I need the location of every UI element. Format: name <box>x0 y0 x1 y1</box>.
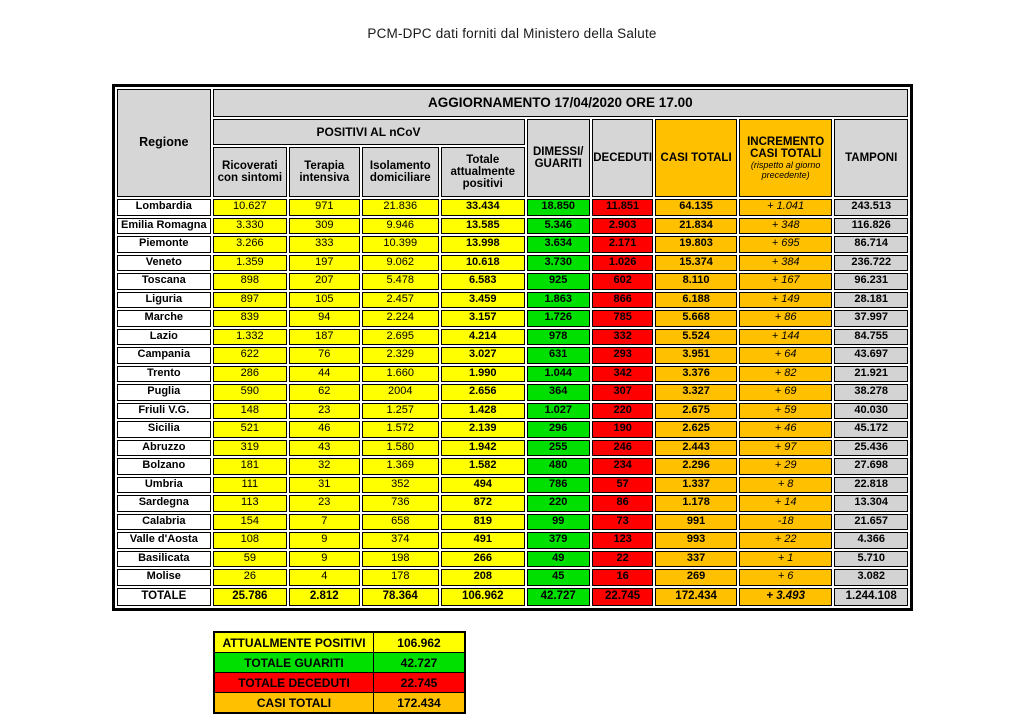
cell-terapia: 197 <box>289 255 359 272</box>
cell-incremento: + 29 <box>739 458 833 475</box>
cell-dimessi-guariti: 296 <box>527 421 590 438</box>
region-label: Emilia Romagna <box>117 218 211 235</box>
cell-isolamento: 5.478 <box>362 273 439 290</box>
region-label: Piemonte <box>117 236 211 253</box>
cell-terapia: 7 <box>289 514 359 531</box>
cell-deceduti: 22.745 <box>592 588 653 606</box>
cell-incremento: + 64 <box>739 347 833 364</box>
summary-row <box>214 693 465 714</box>
cell-dimessi-guariti: 220 <box>527 495 590 512</box>
summary-label: TOTALE DECEDUTI <box>214 673 374 693</box>
cell-deceduti: 86 <box>592 495 653 512</box>
cell-totale-positivi: 10.618 <box>441 255 525 272</box>
cell-casi-totali: 5.668 <box>655 310 737 327</box>
cell-totale-positivi: 494 <box>441 477 525 494</box>
cell-casi-totali: 993 <box>655 532 737 549</box>
cell-tamponi: 27.698 <box>834 458 908 475</box>
cell-tamponi: 21.921 <box>834 366 908 383</box>
cell-dimessi-guariti: 379 <box>527 532 590 549</box>
cell-casi-totali: 1.337 <box>655 477 737 494</box>
cell-incremento: + 167 <box>739 273 833 290</box>
cell-ricoverati: 286 <box>213 366 287 383</box>
cell-casi-totali: 19.803 <box>655 236 737 253</box>
cell-terapia: 105 <box>289 292 359 309</box>
cell-dimessi-guariti: 1.726 <box>527 310 590 327</box>
cell-isolamento: 1.257 <box>362 403 439 420</box>
cell-isolamento: 21.836 <box>362 199 439 216</box>
cell-tamponi: 1.244.108 <box>834 588 908 606</box>
region-label: Valle d'Aosta <box>117 532 211 549</box>
region-label: Campania <box>117 347 211 364</box>
cell-terapia: 187 <box>289 329 359 346</box>
cell-totale-positivi: 1.990 <box>441 366 525 383</box>
table-row <box>117 273 908 290</box>
cell-dimessi-guariti: 3.634 <box>527 236 590 253</box>
column-header-regione: Regione <box>117 89 211 197</box>
cell-totale-positivi: 1.582 <box>441 458 525 475</box>
cell-isolamento: 1.660 <box>362 366 439 383</box>
summary-value: 42.727 <box>374 653 466 673</box>
region-label: Puglia <box>117 384 211 401</box>
cell-isolamento: 1.580 <box>362 440 439 457</box>
region-label: Sardegna <box>117 495 211 512</box>
cell-dimessi-guariti: 631 <box>527 347 590 364</box>
cell-incremento: + 1 <box>739 551 833 568</box>
column-header-tamponi: TAMPONI <box>834 119 908 197</box>
cell-terapia: 46 <box>289 421 359 438</box>
cell-totale-positivi: 2.656 <box>441 384 525 401</box>
summary-label: TOTALE GUARITI <box>214 653 374 673</box>
cell-casi-totali: 269 <box>655 569 737 586</box>
cell-ricoverati: 897 <box>213 292 287 309</box>
cell-isolamento: 2.457 <box>362 292 439 309</box>
cell-tamponi: 28.181 <box>834 292 908 309</box>
cell-ricoverati: 1.359 <box>213 255 287 272</box>
cell-terapia: 31 <box>289 477 359 494</box>
region-label: Trento <box>117 366 211 383</box>
cell-casi-totali: 3.951 <box>655 347 737 364</box>
cell-totale-positivi: 1.942 <box>441 440 525 457</box>
region-label: Sicilia <box>117 421 211 438</box>
column-header-isolamento: Isolamento domiciliare <box>362 147 439 197</box>
cell-totale-positivi: 491 <box>441 532 525 549</box>
table-row <box>117 440 908 457</box>
region-label: Toscana <box>117 273 211 290</box>
cell-totale-positivi: 106.962 <box>441 588 525 606</box>
cell-isolamento: 2.695 <box>362 329 439 346</box>
cell-deceduti: 342 <box>592 366 653 383</box>
cell-casi-totali: 2.675 <box>655 403 737 420</box>
cell-incremento: + 46 <box>739 421 833 438</box>
cell-isolamento: 10.399 <box>362 236 439 253</box>
cell-tamponi: 116.826 <box>834 218 908 235</box>
cell-casi-totali: 3.376 <box>655 366 737 383</box>
region-label: Calabria <box>117 514 211 531</box>
cell-casi-totali: 5.524 <box>655 329 737 346</box>
cell-incremento: + 86 <box>739 310 833 327</box>
summary-table <box>213 631 466 714</box>
table-row <box>117 495 908 512</box>
cell-totale-positivi: 3.157 <box>441 310 525 327</box>
cell-totale-positivi: 208 <box>441 569 525 586</box>
cell-terapia: 4 <box>289 569 359 586</box>
cell-tamponi: 43.697 <box>834 347 908 364</box>
cell-tamponi: 236.722 <box>834 255 908 272</box>
cell-ricoverati: 154 <box>213 514 287 531</box>
cell-casi-totali: 2.296 <box>655 458 737 475</box>
cell-casi-totali: 991 <box>655 514 737 531</box>
cell-ricoverati: 111 <box>213 477 287 494</box>
table-row <box>117 421 908 438</box>
region-label: Molise <box>117 569 211 586</box>
region-label: Bolzano <box>117 458 211 475</box>
cell-casi-totali: 21.834 <box>655 218 737 235</box>
cell-casi-totali: 64.135 <box>655 199 737 216</box>
column-header-casi-totali: CASI TOTALI <box>655 119 737 197</box>
cell-deceduti: 866 <box>592 292 653 309</box>
cell-incremento: + 14 <box>739 495 833 512</box>
cell-tamponi: 22.818 <box>834 477 908 494</box>
cell-ricoverati: 839 <box>213 310 287 327</box>
cell-casi-totali: 337 <box>655 551 737 568</box>
cell-totale-positivi: 3.459 <box>441 292 525 309</box>
cell-dimessi-guariti: 255 <box>527 440 590 457</box>
table-row <box>117 551 908 568</box>
cell-tamponi: 25.436 <box>834 440 908 457</box>
cell-isolamento: 178 <box>362 569 439 586</box>
cell-dimessi-guariti: 49 <box>527 551 590 568</box>
cell-deceduti: 234 <box>592 458 653 475</box>
incremento-title: INCREMENTO CASI TOTALI <box>747 136 825 161</box>
cell-terapia: 94 <box>289 310 359 327</box>
total-row-label: TOTALE <box>117 588 211 606</box>
cell-isolamento: 78.364 <box>362 588 439 606</box>
region-label: Friuli V.G. <box>117 403 211 420</box>
table-body <box>117 199 908 606</box>
cell-deceduti: 602 <box>592 273 653 290</box>
cell-totale-positivi: 2.139 <box>441 421 525 438</box>
cell-isolamento: 2004 <box>362 384 439 401</box>
header-row-groups <box>117 119 908 145</box>
cell-totale-positivi: 33.434 <box>441 199 525 216</box>
cell-isolamento: 198 <box>362 551 439 568</box>
cell-tamponi: 84.755 <box>834 329 908 346</box>
summary-body <box>214 632 465 713</box>
cell-deceduti: 57 <box>592 477 653 494</box>
cell-incremento: + 8 <box>739 477 833 494</box>
cell-incremento: + 149 <box>739 292 833 309</box>
cell-ricoverati: 26 <box>213 569 287 586</box>
cell-tamponi: 4.366 <box>834 532 908 549</box>
summary-label: CASI TOTALI <box>214 693 374 714</box>
cell-dimessi-guariti: 978 <box>527 329 590 346</box>
cell-totale-positivi: 3.027 <box>441 347 525 364</box>
cell-totale-positivi: 266 <box>441 551 525 568</box>
cell-tamponi: 21.657 <box>834 514 908 531</box>
cell-deceduti: 1.026 <box>592 255 653 272</box>
column-header-deceduti: DECEDUTI <box>592 119 653 197</box>
region-label: Umbria <box>117 477 211 494</box>
cell-deceduti: 11.851 <box>592 199 653 216</box>
cell-totale-positivi: 13.585 <box>441 218 525 235</box>
cell-deceduti: 785 <box>592 310 653 327</box>
cell-ricoverati: 622 <box>213 347 287 364</box>
cell-isolamento: 352 <box>362 477 439 494</box>
total-row <box>117 588 908 606</box>
cell-deceduti: 220 <box>592 403 653 420</box>
table-row <box>117 458 908 475</box>
cell-dimessi-guariti: 1.044 <box>527 366 590 383</box>
covid-regions-table <box>112 84 913 611</box>
cell-isolamento: 1.369 <box>362 458 439 475</box>
summary-row <box>214 673 465 693</box>
column-group-positivi-ncov: POSITIVI AL nCoV <box>213 119 525 145</box>
cell-ricoverati: 108 <box>213 532 287 549</box>
table-row <box>117 569 908 586</box>
page-title: PCM-DPC dati forniti dal Ministero della Salute <box>367 26 657 41</box>
table-row <box>117 532 908 549</box>
cell-totale-positivi: 6.583 <box>441 273 525 290</box>
table-row <box>117 218 908 235</box>
cell-ricoverati: 10.627 <box>213 199 287 216</box>
cell-isolamento: 9.062 <box>362 255 439 272</box>
cell-incremento: + 82 <box>739 366 833 383</box>
cell-dimessi-guariti: 5.346 <box>527 218 590 235</box>
column-header-ricoverati: Ricoverati con sintomi <box>213 147 287 197</box>
cell-tamponi: 37.997 <box>834 310 908 327</box>
table-row <box>117 310 908 327</box>
cell-tamponi: 13.304 <box>834 495 908 512</box>
cell-ricoverati: 590 <box>213 384 287 401</box>
cell-deceduti: 22 <box>592 551 653 568</box>
summary-value: 106.962 <box>374 632 466 653</box>
cell-totale-positivi: 13.998 <box>441 236 525 253</box>
column-header-terapia-intensiva: Terapia intensiva <box>289 147 359 197</box>
cell-dimessi-guariti: 786 <box>527 477 590 494</box>
cell-incremento: + 59 <box>739 403 833 420</box>
table-row <box>117 384 908 401</box>
summary-label: ATTUALMENTE POSITIVI <box>214 632 374 653</box>
table-row <box>117 292 908 309</box>
cell-isolamento: 2.329 <box>362 347 439 364</box>
region-label: Lazio <box>117 329 211 346</box>
cell-casi-totali: 15.374 <box>655 255 737 272</box>
table-row <box>117 236 908 253</box>
cell-tamponi: 5.710 <box>834 551 908 568</box>
cell-casi-totali: 172.434 <box>655 588 737 606</box>
cell-tamponi: 3.082 <box>834 569 908 586</box>
cell-incremento: + 69 <box>739 384 833 401</box>
cell-casi-totali: 2.625 <box>655 421 737 438</box>
cell-dimessi-guariti: 364 <box>527 384 590 401</box>
summary-value: 172.434 <box>374 693 466 714</box>
cell-casi-totali: 8.110 <box>655 273 737 290</box>
cell-deceduti: 2.171 <box>592 236 653 253</box>
region-label: Basilicata <box>117 551 211 568</box>
cell-tamponi: 86.714 <box>834 236 908 253</box>
cell-isolamento: 1.572 <box>362 421 439 438</box>
region-label: Lombardia <box>117 199 211 216</box>
region-label: Abruzzo <box>117 440 211 457</box>
cell-totale-positivi: 819 <box>441 514 525 531</box>
cell-deceduti: 246 <box>592 440 653 457</box>
cell-tamponi: 243.513 <box>834 199 908 216</box>
cell-ricoverati: 181 <box>213 458 287 475</box>
cell-tamponi: 38.278 <box>834 384 908 401</box>
cell-terapia: 9 <box>289 551 359 568</box>
cell-deceduti: 16 <box>592 569 653 586</box>
cell-dimessi-guariti: 99 <box>527 514 590 531</box>
cell-deceduti: 293 <box>592 347 653 364</box>
cell-incremento: + 3.493 <box>739 588 833 606</box>
cell-terapia: 207 <box>289 273 359 290</box>
cell-ricoverati: 521 <box>213 421 287 438</box>
table-row <box>117 347 908 364</box>
table-row <box>117 255 908 272</box>
cell-dimessi-guariti: 45 <box>527 569 590 586</box>
cell-casi-totali: 3.327 <box>655 384 737 401</box>
cell-tamponi: 45.172 <box>834 421 908 438</box>
cell-deceduti: 2.903 <box>592 218 653 235</box>
region-label: Veneto <box>117 255 211 272</box>
cell-incremento: + 6 <box>739 569 833 586</box>
cell-dimessi-guariti: 1.027 <box>527 403 590 420</box>
table-header <box>117 89 908 197</box>
table-row <box>117 199 908 216</box>
cell-casi-totali: 1.178 <box>655 495 737 512</box>
cell-terapia: 9 <box>289 532 359 549</box>
summary-row <box>214 653 465 673</box>
cell-isolamento: 374 <box>362 532 439 549</box>
cell-terapia: 43 <box>289 440 359 457</box>
cell-isolamento: 736 <box>362 495 439 512</box>
cell-terapia: 23 <box>289 495 359 512</box>
table-row <box>117 329 908 346</box>
cell-incremento: -18 <box>739 514 833 531</box>
cell-deceduti: 73 <box>592 514 653 531</box>
cell-deceduti: 307 <box>592 384 653 401</box>
cell-incremento: + 97 <box>739 440 833 457</box>
cell-ricoverati: 3.330 <box>213 218 287 235</box>
cell-dimessi-guariti: 3.730 <box>527 255 590 272</box>
summary-row <box>214 632 465 653</box>
cell-ricoverati: 898 <box>213 273 287 290</box>
region-label: Marche <box>117 310 211 327</box>
cell-ricoverati: 3.266 <box>213 236 287 253</box>
cell-ricoverati: 59 <box>213 551 287 568</box>
cell-incremento: + 1.041 <box>739 199 833 216</box>
cell-ricoverati: 25.786 <box>213 588 287 606</box>
column-header-dimessi-guariti: DIMESSI/ GUARITI <box>527 119 590 197</box>
table-update-header: AGGIORNAMENTO 17/04/2020 ORE 17.00 <box>213 89 908 117</box>
cell-dimessi-guariti: 1.863 <box>527 292 590 309</box>
column-header-incremento <box>739 119 833 197</box>
cell-terapia: 309 <box>289 218 359 235</box>
cell-incremento: + 348 <box>739 218 833 235</box>
cell-deceduti: 190 <box>592 421 653 438</box>
cell-totale-positivi: 4.214 <box>441 329 525 346</box>
cell-dimessi-guariti: 18.850 <box>527 199 590 216</box>
cell-incremento: + 384 <box>739 255 833 272</box>
cell-terapia: 971 <box>289 199 359 216</box>
summary-value: 22.745 <box>374 673 466 693</box>
table-row <box>117 477 908 494</box>
cell-incremento: + 695 <box>739 236 833 253</box>
cell-ricoverati: 148 <box>213 403 287 420</box>
cell-terapia: 2.812 <box>289 588 359 606</box>
table-row <box>117 366 908 383</box>
table-row <box>117 403 908 420</box>
cell-terapia: 32 <box>289 458 359 475</box>
cell-terapia: 44 <box>289 366 359 383</box>
header-row-update <box>117 89 908 117</box>
cell-dimessi-guariti: 925 <box>527 273 590 290</box>
cell-casi-totali: 2.443 <box>655 440 737 457</box>
cell-isolamento: 2.224 <box>362 310 439 327</box>
cell-casi-totali: 6.188 <box>655 292 737 309</box>
incremento-note: (rispetto al giorno precedente) <box>750 160 821 180</box>
cell-terapia: 76 <box>289 347 359 364</box>
cell-dimessi-guariti: 42.727 <box>527 588 590 606</box>
cell-isolamento: 658 <box>362 514 439 531</box>
cell-dimessi-guariti: 480 <box>527 458 590 475</box>
table-row <box>117 514 908 531</box>
cell-terapia: 333 <box>289 236 359 253</box>
cell-ricoverati: 113 <box>213 495 287 512</box>
region-label: Liguria <box>117 292 211 309</box>
cell-tamponi: 96.231 <box>834 273 908 290</box>
cell-tamponi: 40.030 <box>834 403 908 420</box>
cell-deceduti: 332 <box>592 329 653 346</box>
cell-totale-positivi: 872 <box>441 495 525 512</box>
cell-incremento: + 144 <box>739 329 833 346</box>
cell-terapia: 23 <box>289 403 359 420</box>
cell-ricoverati: 319 <box>213 440 287 457</box>
cell-totale-positivi: 1.428 <box>441 403 525 420</box>
cell-deceduti: 123 <box>592 532 653 549</box>
cell-incremento: + 22 <box>739 532 833 549</box>
cell-isolamento: 9.946 <box>362 218 439 235</box>
cell-ricoverati: 1.332 <box>213 329 287 346</box>
column-header-totale-positivi: Totale attualmente positivi <box>441 147 525 197</box>
cell-terapia: 62 <box>289 384 359 401</box>
